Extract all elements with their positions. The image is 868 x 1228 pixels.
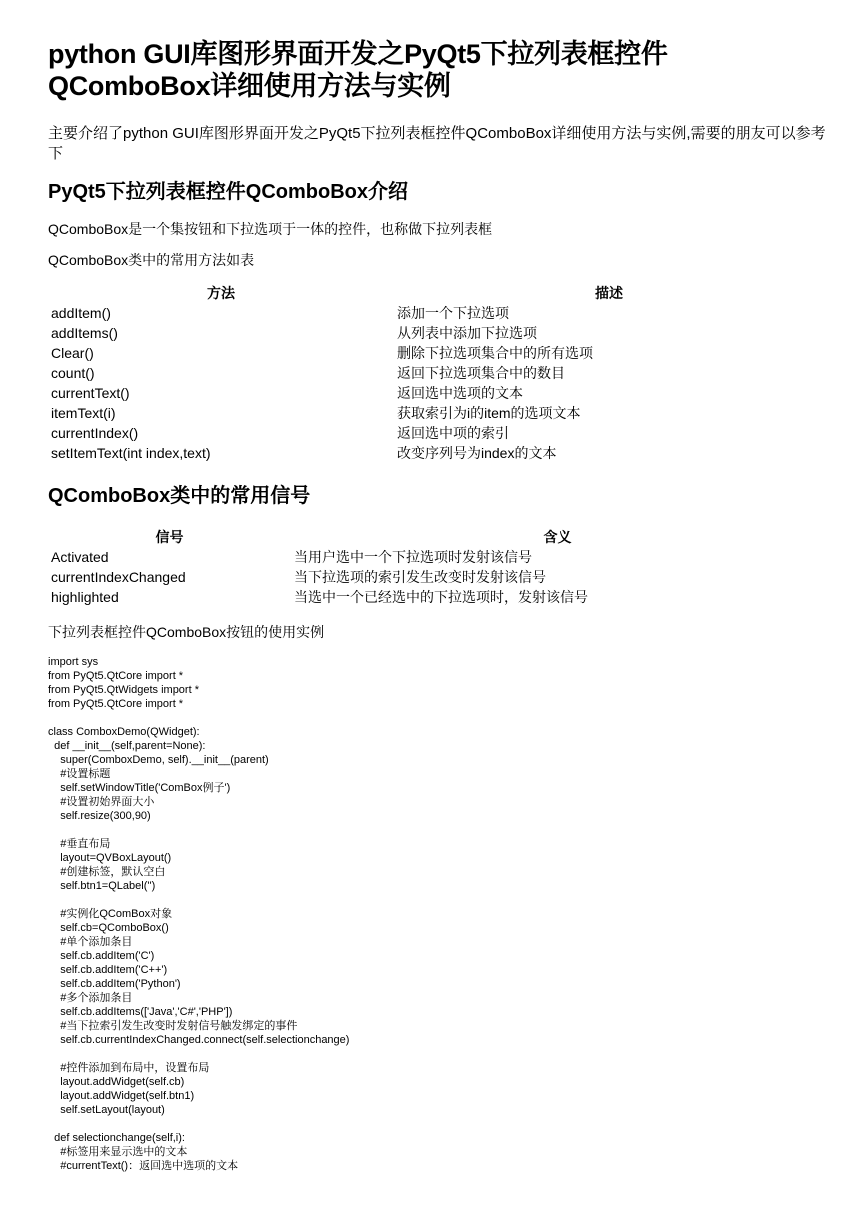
- paragraph-description: QComboBox是一个集按钮和下拉选项于一体的控件，也称做下拉列表框: [48, 221, 493, 237]
- table-cell: 当用户选中一个下拉选项时发射该信号: [294, 549, 532, 565]
- table-row: [48, 303, 824, 323]
- column-header: 方法: [207, 285, 235, 301]
- section-heading-intro: PyQt5下拉列表框控件QComboBox介绍: [48, 181, 409, 203]
- page-title: python GUI库图形界面开发之PyQt5下拉列表框控件QComboBox详细使用方法与实例: [48, 39, 668, 101]
- table-cell: Clear(): [51, 345, 94, 361]
- table-row: [48, 587, 824, 607]
- table-cell: addItem(): [51, 305, 111, 321]
- column-header: 含义: [543, 529, 572, 545]
- methods-table: [48, 283, 824, 463]
- table-cell: addItems(): [51, 325, 118, 341]
- table-row: [48, 383, 824, 403]
- table-row: [48, 343, 824, 363]
- table-row: [48, 323, 824, 343]
- table-cell: 改变序列号为index的文本: [397, 445, 557, 461]
- table-row: [48, 443, 824, 463]
- table-cell: itemText(i): [51, 405, 116, 421]
- table-cell: 返回选中项的索引: [397, 425, 509, 441]
- column-header: 信号: [155, 529, 184, 545]
- table-header-row: [48, 283, 824, 303]
- table-row: [48, 423, 824, 443]
- table-header-row: [48, 527, 824, 547]
- table-cell: count(): [51, 365, 95, 381]
- table-cell: 返回下拉选项集合中的数目: [397, 365, 565, 381]
- table-cell: Activated: [51, 549, 109, 565]
- table-cell: 添加一个下拉选项: [397, 305, 509, 321]
- section-heading-signals: QComboBox类中的常用信号: [48, 485, 311, 507]
- table-cell: setItemText(int index,text): [51, 445, 211, 461]
- table-cell: currentText(): [51, 385, 130, 401]
- table-cell: 获取索引为i的item的选项文本: [397, 405, 581, 421]
- code-block: import sys from PyQt5.QtCore import * from PyQt5.QtWidgets import * from PyQt5.QtCore import * class ComboxDemo(QWidget): def __init__(self,parent=None): super(ComboxDemo, self).__init__(parent) #设置标题 self.setWindowTitle('ComBox例子') #设置初始界面大小 self.resize(300,90) #垂直布局 layout=QVBoxLayout() #创建标签，默认空白 self.btn1=QLabel('') #实例化QComBox对象 self.cb=QComboBox() #单个添加条目 self.cb.addItem('C') self.cb.addItem('C++') self.cb.addItem('Python') #多个添加条目 self.cb.addItems(['Java','C#','PHP']) #当下拉索引发生改变时发射信号触发绑定的事件 self.cb.currentIndexChanged.connect(self.selectionchange) #控件添加到布局中，设置布局 layout.addWidget(self.cb) layout.addWidget(self.btn1) self.setLayout(layout) def selectionchange(self,i): #标签用来显示选中的文本 #currentText()：返回选中选项的文本: [48, 656, 350, 1172]
- table-cell: 删除下拉选项集合中的所有选项: [397, 345, 593, 361]
- signals-table: [48, 527, 824, 607]
- intro-paragraph: 主要介绍了python GUI库图形界面开发之PyQt5下拉列表框控件QComboBox详细使用方法与实例,需要的朋友可以参考下: [48, 125, 826, 162]
- example-caption: 下拉列表框控件QComboBox按钮的使用实例: [48, 624, 325, 640]
- table-row: [48, 363, 824, 383]
- table-cell: 当选中一个已经选中的下拉选项时，发射该信号: [294, 589, 588, 605]
- table-row: [48, 567, 824, 587]
- table-row: [48, 403, 824, 423]
- paragraph-methods-intro: QComboBox类中的常用方法如表: [48, 252, 255, 268]
- table-cell: highlighted: [51, 589, 119, 605]
- table-cell: 返回选中选项的文本: [397, 385, 523, 401]
- table-cell: currentIndexChanged: [51, 569, 186, 585]
- column-header: 描述: [595, 285, 623, 301]
- table-row: [48, 547, 824, 567]
- table-cell: 当下拉选项的索引发生改变时发射该信号: [294, 569, 546, 585]
- table-cell: currentIndex(): [51, 425, 139, 441]
- table-cell: 从列表中添加下拉选项: [397, 325, 537, 341]
